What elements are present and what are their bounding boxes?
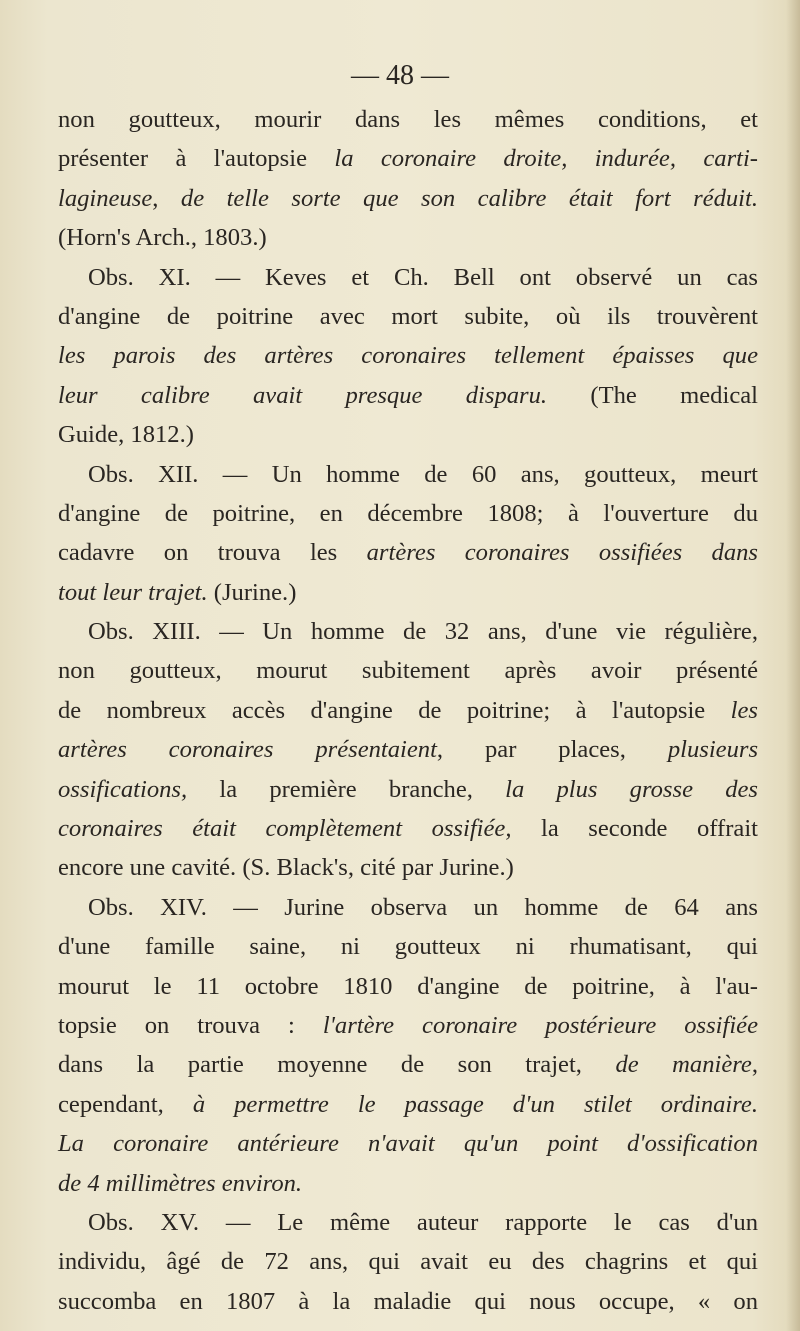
text-line xyxy=(58,927,758,966)
italic-text: ossifications, xyxy=(58,775,188,803)
text-segment: Obs. XII. — Un homme de 60 ans, goutteux, meurt xyxy=(88,460,758,488)
text-line xyxy=(58,1203,758,1242)
text-segment: de nombreux accès d'angine de poitrine; à l'autopsie xyxy=(58,696,731,724)
text-segment: la première branche, xyxy=(187,775,506,803)
text-segment: présenter à l'autopsie xyxy=(58,145,335,173)
text-segment: , xyxy=(152,184,181,212)
text-line xyxy=(58,297,758,336)
text-segment: topsie on trouva : xyxy=(58,1011,323,1039)
text-segment: cependant, xyxy=(58,1090,193,1118)
text-segment: (Horn's Arch., 1803.) xyxy=(58,224,267,252)
italic-text: lagineuse xyxy=(58,184,153,212)
text-line xyxy=(58,770,758,809)
text-segment: , par places, xyxy=(436,736,668,764)
text-line xyxy=(58,888,758,927)
text-segment: , xyxy=(751,1051,758,1079)
text-line xyxy=(58,179,758,218)
italic-text: leur calibre avait presque disparu. xyxy=(58,381,548,409)
text-line xyxy=(58,1164,758,1203)
text-line xyxy=(58,848,758,887)
text-segment: Obs. XI. — Keves et Ch. Bell ont observé un cas xyxy=(88,263,758,291)
text-segment: dans la partie moyenne de son trajet, xyxy=(58,1051,616,1079)
italic-text: tout leur trajet. xyxy=(58,578,208,606)
text-segment: d'angine de poitrine avec mort subite, où ils trouvèrent xyxy=(58,302,758,330)
italic-text: la plus grosse des xyxy=(505,775,758,803)
text-line xyxy=(58,1045,758,1084)
body-text xyxy=(58,100,758,1321)
italic-text: La coronaire antérieure n'avait qu'un point d'ossification xyxy=(58,1130,758,1158)
italic-text: les parois des artères coronaires tellement épaisses que xyxy=(58,342,758,370)
text-line xyxy=(58,612,758,651)
text-line xyxy=(58,1006,758,1045)
text-segment: individu, âgé de 72 ans, qui avait eu des chagrins et qui xyxy=(58,1248,758,1276)
text-line xyxy=(58,218,758,257)
text-segment: (The medical xyxy=(547,381,758,409)
italic-text: de manière xyxy=(615,1051,752,1079)
text-segment: Obs. XIII. — Un homme de 32 ans, d'une vie régulière, xyxy=(88,618,758,646)
italic-text: coronaires était complètement ossifiée, xyxy=(58,815,512,843)
text-line xyxy=(58,376,758,415)
text-line xyxy=(58,494,758,533)
text-segment: d'une famille saine, ni goutteux ni rhumatisant, qui xyxy=(58,933,758,961)
text-segment: la seconde offrait xyxy=(511,815,758,843)
italic-text: artères coronaires ossifiées dans xyxy=(366,539,758,567)
text-segment: Obs. XIV. — Jurine observa un homme de 64 ans xyxy=(88,893,758,921)
italic-text: plusieurs xyxy=(667,736,759,764)
text-segment: cadavre on trouva les xyxy=(58,539,367,567)
text-line xyxy=(58,100,758,139)
text-line xyxy=(58,730,758,769)
text-line xyxy=(58,573,758,612)
italic-text: l'artère coronaire postérieure ossifiée xyxy=(322,1011,758,1039)
italic-text: les xyxy=(730,696,758,724)
text-line xyxy=(58,809,758,848)
text-segment: non goutteux, mourut subitement après avoir présenté xyxy=(58,657,758,685)
italic-text: de telle sorte que son calibre était fort réduit. xyxy=(180,184,758,212)
text-segment: Obs. XV. — Le même auteur rapporte le cas d'un xyxy=(88,1208,758,1236)
text-line xyxy=(58,533,758,572)
text-line xyxy=(58,258,758,297)
text-segment: mourut le 11 octobre 1810 d'angine de poitrine, à l'au- xyxy=(58,972,758,1000)
page-number: — 48 — xyxy=(351,60,449,91)
text-line xyxy=(58,1242,758,1281)
text-line xyxy=(58,415,758,454)
page-edge-shadow xyxy=(786,0,800,1331)
text-line xyxy=(58,1124,758,1163)
text-line xyxy=(58,336,758,375)
text-segment: (Jurine.) xyxy=(207,578,297,606)
text-line xyxy=(58,1282,758,1321)
italic-text: à permettre le passage d'un stilet ordinaire. xyxy=(192,1090,758,1118)
text-segment: d'angine de poitrine, en décembre 1808; à l'ouverture du xyxy=(58,499,758,527)
text-line xyxy=(58,651,758,690)
text-line xyxy=(58,1085,758,1124)
text-line xyxy=(58,139,758,178)
text-segment: Guide, 1812.) xyxy=(58,421,194,449)
text-segment: succomba en 1807 à la maladie qui nous occupe, « on xyxy=(58,1287,758,1315)
text-line xyxy=(58,691,758,730)
italic-text: artères coronaires présentaient xyxy=(58,736,437,764)
text-segment: encore une cavité. (S. Black's, cité par Jurine.) xyxy=(58,854,514,882)
text-line xyxy=(58,455,758,494)
italic-text: de 4 millimètres environ. xyxy=(58,1169,303,1197)
text-line xyxy=(58,967,758,1006)
italic-text: la coronaire droite, indurée, carti- xyxy=(334,145,758,173)
text-segment: non goutteux, mourir dans les mêmes conditions, et xyxy=(58,106,758,133)
